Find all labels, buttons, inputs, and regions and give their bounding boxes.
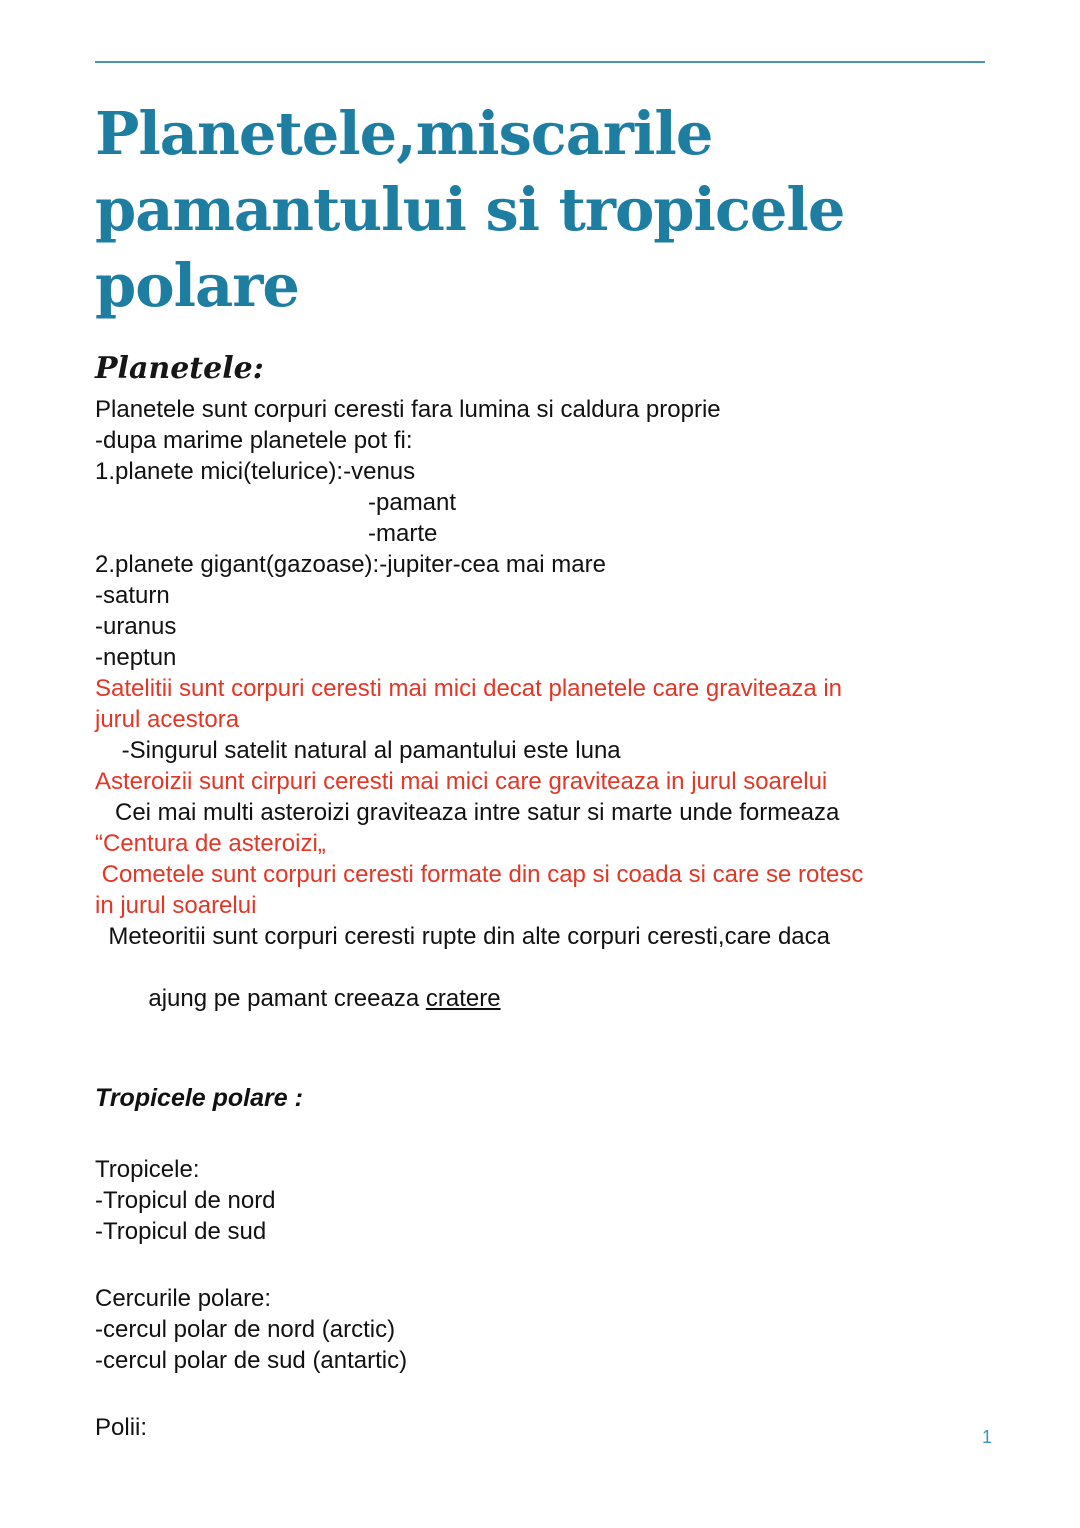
page-number: 1 xyxy=(981,1427,992,1447)
text-line: -uranus xyxy=(95,613,177,640)
text-line: -saturn xyxy=(95,582,170,609)
text-line: 1.planete mici(telurice):-venus xyxy=(95,458,416,485)
text-segment: ajung pe pamant creeaza xyxy=(148,985,426,1012)
group-title: Tropicele: xyxy=(95,1156,200,1183)
text-line xyxy=(95,952,985,1045)
group-title: Cercurile polare: xyxy=(95,1285,272,1312)
text-line-red: Asteroizii sunt cirpuri ceresti mai mici care graviteaza in jurul soarelui xyxy=(95,768,828,795)
top-divider-rule xyxy=(95,61,985,63)
text-line-red: Satelitii sunt corpuri ceresti mai mici decat planetele care graviteaza in xyxy=(95,675,843,702)
text-line-red: jurul acestora xyxy=(95,706,240,733)
list-item: -Tropicul de nord xyxy=(95,1187,276,1214)
cercurile-polare-group xyxy=(95,1283,985,1376)
planetele-body xyxy=(95,394,985,1045)
text-line-red: in jurul soarelui xyxy=(95,892,257,919)
text-line: -dupa marime planetele pot fi: xyxy=(95,427,413,454)
list-item: -cercul polar de nord (arctic) xyxy=(95,1316,396,1343)
text-line-red: “Centura de asteroizi„ xyxy=(95,830,326,857)
text-line-indented: -marte xyxy=(368,520,438,547)
polii-group xyxy=(95,1412,985,1443)
group-title: Polii: xyxy=(95,1414,148,1441)
page-content xyxy=(95,0,985,1479)
list-item: -cercul polar de sud (antartic) xyxy=(95,1347,408,1374)
text-line: -neptun xyxy=(95,644,177,671)
tropicele-group xyxy=(95,1154,985,1247)
text-line: Cei mai multi asteroizi graviteaza intre satur si marte unde formeaza xyxy=(95,799,840,826)
text-line: 2.planete gigant(gazoase):-jupiter-cea mai mare xyxy=(95,551,606,578)
text-line: -Singurul satelit natural al pamantului este luna xyxy=(95,737,621,764)
text-line: Meteoritii sunt corpuri ceresti rupte din alte corpuri ceresti,care daca xyxy=(95,923,830,950)
underlined-word: cratere xyxy=(425,985,501,1012)
text-line: Planetele sunt corpuri ceresti fara lumina si caldura proprie xyxy=(95,396,721,423)
text-line-red: Cometele sunt corpuri ceresti formate din cap si coada si care se rotesc xyxy=(95,861,864,888)
list-item: -Tropicul de sud xyxy=(95,1218,267,1245)
section-heading-tropicele: Tropicele polare : xyxy=(95,1084,303,1112)
page-title: Planetele,miscarile pamantului si tropicele polare xyxy=(95,99,845,320)
section-heading-planetele: Planetele: xyxy=(95,351,264,386)
text-line-indented: -pamant xyxy=(368,489,457,516)
